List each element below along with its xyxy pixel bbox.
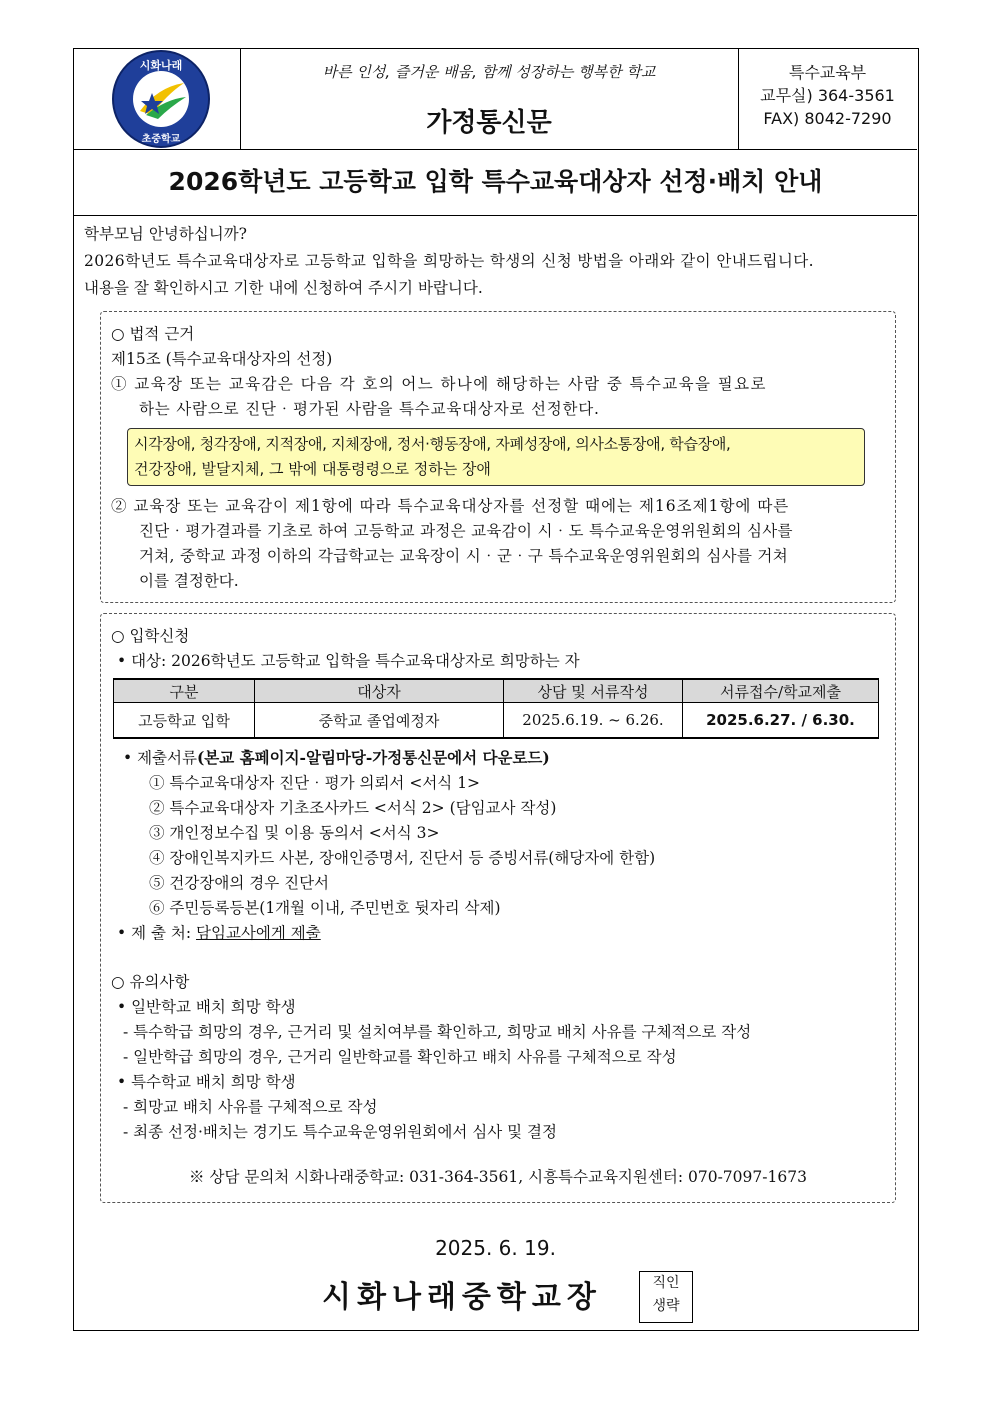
paper-name: 가정통신문: [426, 108, 552, 138]
doc-item-4: ④ 장애인복지카드 사본, 장애인증명서, 진단서 등 증빙서류(해당자에 한함): [149, 849, 656, 867]
school-motto: 바른 인성, 즐거운 배움, 함께 성장하는 행복한 학교: [322, 63, 656, 81]
col-consult: 상담 및 서류작성: [504, 679, 683, 703]
cell-submit: 2025.6.27. / 6.30.: [683, 703, 879, 739]
intro-line-3: 내용을 잘 확인하시고 기한 내에 신청하여 주시기 바랍니다.: [84, 279, 483, 297]
schedule-table: [113, 678, 879, 739]
intro-text: [84, 221, 916, 302]
col-target: 대상자: [255, 679, 504, 703]
legal-heading: ○ 법적 근거: [111, 325, 195, 343]
docs-line: [109, 745, 887, 771]
submit-line: [109, 921, 887, 946]
notes-general-item-1: - 특수학급 희망의 경우, 근거리 및 설치여부를 확인하고, 희망교 배치 사유를 구체적으로 작성: [123, 1023, 752, 1041]
school-logo-cell: [74, 49, 241, 149]
logo-bottom-text: 초중학교: [141, 134, 181, 145]
letterhead: [74, 49, 917, 150]
doc-item-2: ② 특수교육대상자 기초조사카드 <서식 2> (담임교사 작성): [149, 799, 557, 817]
table-row: [114, 703, 879, 739]
legal-clause-1a: ① 교육장 또는 교육감은 다음 각 호의 어느 하나에 해당하는 사람 중 특수교육을 필요로: [111, 375, 767, 393]
doc-item-1: ① 특수교육대상자 진단‧평가 의뢰서 <서식 1>: [149, 774, 481, 792]
notes-general: • 일반학교 배치 희망 학생: [117, 998, 296, 1016]
highlight-line-2: 건강장애, 발달지체, 그 밖에 대통령령으로 정하는 장애: [134, 460, 491, 478]
notice-page: [73, 48, 919, 1331]
contact-note: ※ 상담 문의처 시화나래중학교: 031-364-3561, 시흥특수교육지원센터: 070-7097-1673: [189, 1168, 807, 1186]
contact-cell: [738, 49, 917, 149]
office-phone: 교무실) 364-3561: [760, 86, 895, 105]
seal-omitted-box: [639, 1271, 693, 1323]
notes-special-item-1: - 희망교 배치 사유를 구체적으로 작성: [123, 1098, 378, 1116]
apply-heading: ○ 입학신청: [111, 627, 190, 645]
cell-target: 중학교 졸업예정자: [255, 703, 504, 739]
principal-signature: 시화나래중학교장: [322, 1280, 602, 1315]
intro-line-2: 2026학년도 특수교육대상자로 고등학교 입학을 희망하는 학생의 신청 방법을 아래와 같이 안내드립니다.: [84, 252, 814, 270]
stamp-line-1: 직인: [652, 1275, 680, 1291]
docs-label: • 제출서류: [123, 749, 197, 767]
intro-line-1: 학부모님 안녕하십니까?: [84, 225, 247, 243]
cell-consult: 2025.6.19. ~ 6.26.: [504, 703, 683, 739]
dept-name: 특수교육부: [788, 63, 867, 82]
doc-item-6: ⑥ 주민등록등본(1개월 이내, 주민번호 뒷자리 삭제): [149, 899, 501, 917]
disability-types-highlight: [127, 428, 865, 486]
submit-to: 담임교사에게 제출: [196, 924, 321, 942]
legal-article: 제15조 (특수교육대상자의 선정): [111, 350, 333, 368]
legal-clause-1b: 하는 사람으로 진단‧평가된 사람을 특수교육대상자로 선정한다.: [139, 400, 600, 418]
submit-label: • 제 출 처:: [117, 924, 196, 942]
legal-basis-box: [100, 311, 896, 603]
doc-item-3: ③ 개인정보수집 및 이용 동의서 <서식 3>: [149, 824, 440, 842]
issue-date: 2025. 6. 19.: [435, 1236, 556, 1260]
legal-clause-2b: 진단‧평가결과를 기초로 하여 고등학교 과정은 교육감이 시‧도 특수교육운영위원회의 심사를: [139, 522, 793, 540]
legal-clause-2c: 거쳐, 중학교 과정 이하의 각급학교는 교육장이 시‧군‧구 특수교육운영위원회의 심사를 거쳐: [139, 547, 788, 565]
schedule-header-row: [114, 679, 879, 703]
highlight-line-1: 시각장애, 청각장애, 지적장애, 지체장애, 정서·행동장애, 자폐성장애, 의사소통장애, 학습장애,: [134, 435, 731, 453]
legal-clause-2d: 이를 결정한다.: [139, 572, 239, 590]
fax-number: FAX) 8042-7290: [763, 109, 892, 128]
legal-clause-2a: ② 교육장 또는 교육감이 제1항에 따라 특수교육대상자를 선정할 때에는 제16조제1항에 따른: [111, 497, 790, 515]
letterhead-center: [240, 49, 739, 149]
stamp-line-2: 생략: [652, 1298, 680, 1314]
docs-download-note: (본교 홈페이지-알림마당-가정통신문에서 다운로드): [196, 748, 550, 767]
apply-target: • 대상: 2026학년도 고등학교 입학을 특수교육대상자로 희망하는 자: [117, 652, 580, 670]
notice-title: 2026학년도 고등학교 입학 특수교육대상자 선정·배치 안내: [74, 149, 917, 216]
application-box: [100, 613, 896, 1203]
notes-special-item-2: - 최종 선정·배치는 경기도 특수교육운영위원회에서 심사 및 결정: [123, 1123, 557, 1141]
doc-item-5: ⑤ 건강장애의 경우 진단서: [149, 874, 330, 892]
notes-heading: ○ 유의사항: [111, 973, 190, 991]
notes-special: • 특수학교 배치 희망 학생: [117, 1073, 296, 1091]
col-submit: 서류접수/학교제출: [683, 679, 879, 703]
cell-category: 고등학교 입학: [114, 703, 255, 739]
notes-general-item-2: - 일반학급 희망의 경우, 근거리 일반학교를 확인하고 배치 사유를 구체적으로 작성: [123, 1048, 677, 1066]
col-category: 구분: [114, 679, 255, 703]
school-logo: [74, 49, 240, 149]
logo-top-text: 시화나래: [139, 59, 183, 72]
